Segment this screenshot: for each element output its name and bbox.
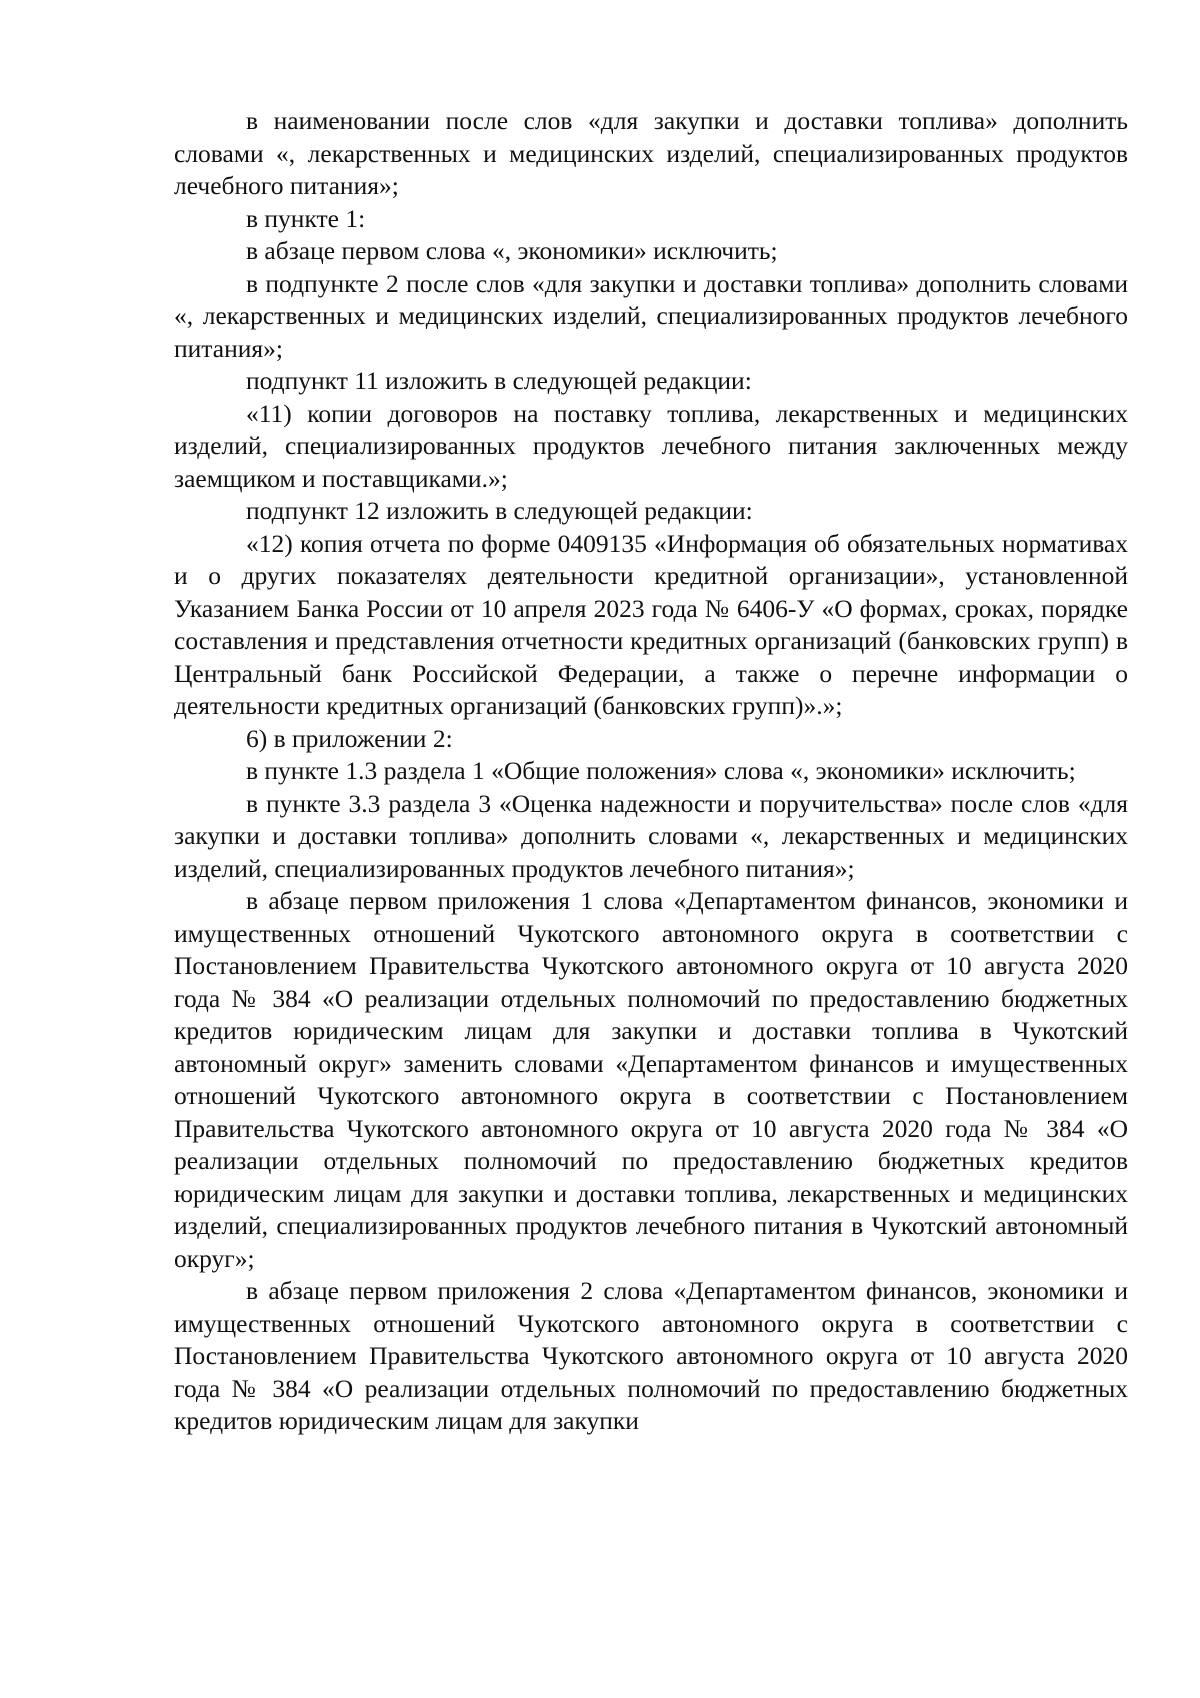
paragraph-subpoint-2: в подпункте 2 после слов «для закупки и доставки топлива» дополнить словами «, лекарственных и медицинских изделий, специализированных продуктов лечебного питания»; (174, 268, 1128, 363)
paragraph-appendix-1-abzac: в абзаце первом приложения 1 слова «Департаментом финансов, экономики и имущественных отношений Чукотского автономного округа в соответствии с Постановлением Правительства Чукотского автономного округа от 10 августа 2020 года № 384 «О реализации отдельных полномочий по предоставлению бюджетных кредитов юридическим лицам для закупки и доставки топлива в Чукотский автономный округ» заменить словами «Департаментом финансов и имущественных отношений Чукотского автономного округа в соответствии с Постановлением Правительства Чукотского автономного округа от 10 августа 2020 года № 384 «О реализации отдельных полномочий по предоставлению бюджетных кредитов юридическим лицам для закупки и доставки топлива, лекарственных и медицинских изделий, специализированных продуктов лечебного питания в Чукотский автономный округ»; (174, 886, 1128, 1273)
paragraph-subpoint-12-intro: подпункт 12 изложить в следующей редакции: (246, 496, 753, 525)
paragraph-point-3-3: в пункте 3.3 раздела 3 «Оценка надежности и поручительства» после слов «для закупки и доставки топлива» дополнить словами «, лекарственных и медицинских изделий, специализированных продуктов лечебного питания»; (174, 788, 1128, 883)
paragraph-appendix-2-abzac: в абзаце первом приложения 2 слова «Департаментом финансов, экономики и имущественных отношений Чукотского автономного округа в соответствии с Постановлением Правительства Чукотского автономного округа от 10 августа 2020 года № 384 «О реализации отдельных полномочий по предоставлению бюджетных кредитов юридическим лицам для закупки (174, 1276, 1128, 1435)
paragraph-appendix-2: 6) в приложении 2: (246, 723, 453, 753)
paragraph-point-1: в пункте 1: (246, 203, 366, 233)
paragraph-subpoint-12-text: «12) копия отчета по форме 0409135 «Информация об обязательных нормативах и о других показателях деятельности кредитной организации», установленной Указанием Банка России от 10 апреля 2023 года № 6406-У «О формах, сроках, порядке составления и представления отчетности кредитных организаций (банковских групп) в Центральный банк Российской Федерации, а также о перечне информации о деятельности кредитных организаций (банковских групп)».»; (174, 528, 1128, 720)
paragraph-naming-amendment: в наименовании после слов «для закупки и доставки топлива» дополнить словами «, лекарственных и медицинских изделий, специализированных продуктов лечебного питания»; (174, 106, 1128, 200)
paragraph-subpoint-11-text: «11) копии договоров на поставку топлива, лекарственных и медицинских изделий, специализированных продуктов лечебного питания заключенных между заемщиком и поставщиками.»; (174, 398, 1128, 493)
paragraph-point-1-3: в пункте 1.3 раздела 1 «Общие положения» слова «, экономики» исключить; (246, 756, 1076, 785)
document-page (174, 105, 1128, 1438)
paragraph-subpoint-11-intro: подпункт 11 изложить в следующей редакции: (246, 366, 752, 395)
paragraph-first-abzac: в абзаце первом слова «, экономики» исключить; (246, 236, 778, 265)
